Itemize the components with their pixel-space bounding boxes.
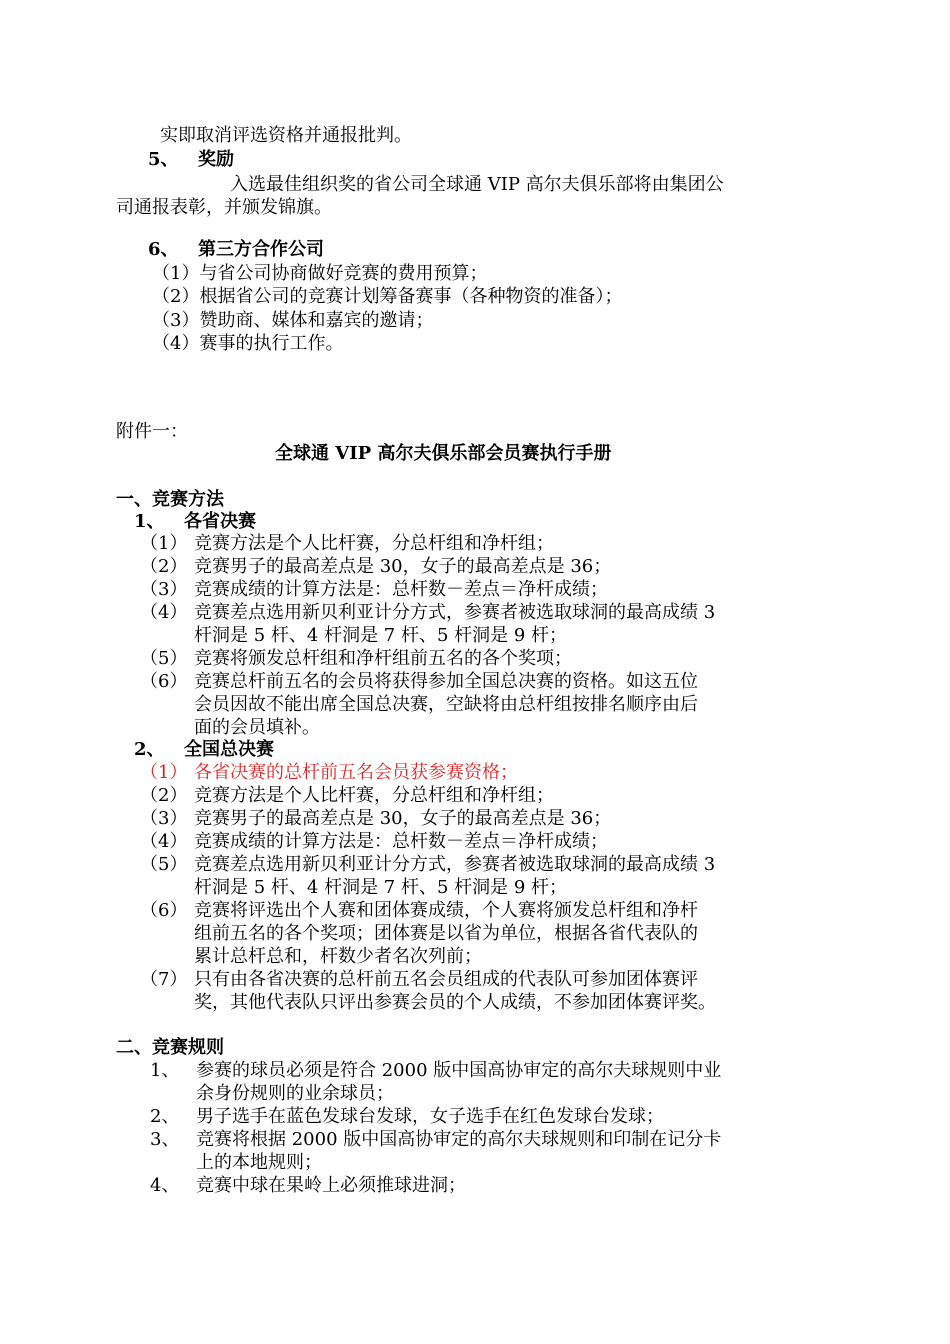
subsection-1-title: 各省决赛 [184, 511, 256, 532]
list-item-number: （5） [140, 648, 188, 669]
list-item-text: 只有由各省决赛的总杆前五名会员组成的代表队可参加团体赛评 [194, 969, 698, 990]
section-6-item: （4）赛事的执行工作。 [152, 333, 344, 354]
rule-item-text: 竞赛中球在果岭上必须推球进洞； [196, 1175, 466, 1196]
list-item-text: 竞赛男子的最高差点是 30，女子的最高差点是 36； [194, 556, 612, 577]
list-item-text: 竞赛男子的最高差点是 30，女子的最高差点是 36； [194, 808, 612, 829]
list-item-text: 奖，其他代表队只评出参赛会员的个人成绩，不参加团体赛评奖。 [194, 992, 716, 1013]
list-item-text: 累计总杆总和，杆数少者名次列前； [194, 946, 482, 967]
section-5-body-line: 入选最佳组织奖的省公司全球通 VIP 高尔夫俱乐部将由集团公 [230, 174, 724, 195]
section-6-item: （2）根据省公司的竞赛计划筹备赛事（各种物资的准备）； [152, 286, 623, 307]
list-item-text: 竞赛差点选用新贝利亚计分方式，参赛者被选取球洞的最高成绩 3 [194, 602, 716, 623]
list-item-number: （6） [140, 671, 188, 692]
list-item-text: 竞赛成绩的计算方法是：总杆数－差点＝净杆成绩； [194, 831, 608, 852]
rule-item-text: 余身份规则的业余球员； [196, 1083, 394, 1104]
list-item-number: （6） [140, 900, 188, 921]
section-5-title: 奖励 [198, 149, 234, 170]
list-item-text: 竞赛成绩的计算方法是：总杆数－差点＝净杆成绩； [194, 579, 608, 600]
list-item-number: （1） [140, 762, 188, 783]
section-5-body-line: 司通报表彰，并颁发锦旗。 [116, 197, 332, 218]
list-item-text: 竞赛将评选出个人赛和团体赛成绩，个人赛将颁发总杆组和净杆 [194, 900, 698, 921]
list-item-text: 组前五名的各个奖项；团体赛是以省为单位，根据各省代表队的 [194, 923, 698, 944]
list-item-text: 竞赛差点选用新贝利亚计分方式，参赛者被选取球洞的最高成绩 3 [194, 854, 716, 875]
list-item-text: 竞赛方法是个人比杆赛，分总杆组和净杆组； [194, 785, 554, 806]
list-item-number: （5） [140, 854, 188, 875]
annex-title: 全球通 VIP 高尔夫俱乐部会员赛执行手册 [275, 443, 612, 464]
list-item-text: 会员因故不能出席全国总决赛，空缺将由总杆组按排名顺序由后 [194, 694, 698, 715]
list-item-number: （7） [140, 969, 188, 990]
list-item-text: 竞赛将颁发总杆组和净杆组前五名的各个奖项； [194, 648, 572, 669]
list-item-number: （2） [140, 556, 188, 577]
subsection-2-title: 全国总决赛 [184, 739, 274, 760]
rule-item-number: 1、 [150, 1060, 180, 1081]
rule-item-text: 上的本地规则； [196, 1152, 322, 1173]
subsection-1-number: 1、 [134, 511, 165, 532]
list-item-number: （4） [140, 602, 188, 623]
list-item-number: （1） [140, 533, 188, 554]
list-item-number: （3） [140, 808, 188, 829]
list-item-text: 面的会员填补。 [194, 717, 320, 738]
section-6-title: 第三方合作公司 [198, 239, 324, 260]
section-5-number: 5、 [148, 149, 179, 170]
list-item-text: 竞赛总杆前五名的会员将获得参加全国总决赛的资格。如这五位 [194, 671, 698, 692]
rule-item-number: 3、 [150, 1129, 180, 1150]
list-item-text: 杆洞是 5 杆、4 杆洞是 7 杆、5 杆洞是 9 杆； [194, 625, 568, 646]
section-6-item: （3）赞助商、媒体和嘉宾的邀请； [152, 310, 434, 331]
list-item-number: （2） [140, 785, 188, 806]
section-6-number: 6、 [148, 239, 179, 260]
continuation-line: 实即取消评选资格并通报批判。 [160, 125, 412, 146]
section-6-item: （1）与省公司协商做好竞赛的费用预算； [152, 263, 488, 284]
rule-item-text: 竞赛将根据 2000 版中国高协审定的高尔夫球规则和印制在记分卡 [196, 1129, 722, 1150]
list-item-text: 杆洞是 5 杆、4 杆洞是 7 杆、5 杆洞是 9 杆； [194, 877, 568, 898]
subsection-2-number: 2、 [134, 739, 165, 760]
rule-item-number: 2、 [150, 1106, 180, 1127]
list-item-text: 竞赛方法是个人比杆赛，分总杆组和净杆组； [194, 533, 554, 554]
list-item-number: （4） [140, 831, 188, 852]
list-item-number: （3） [140, 579, 188, 600]
rule-item-number: 4、 [150, 1175, 180, 1196]
part-1-heading: 一、竞赛方法 [116, 489, 224, 510]
list-item-text-highlighted: 各省决赛的总杆前五名会员获参赛资格； [194, 762, 518, 783]
annex-label: 附件一： [116, 421, 188, 442]
rule-item-text: 参赛的球员必须是符合 2000 版中国高协审定的高尔夫球规则中业 [196, 1060, 722, 1081]
part-2-heading: 二、竞赛规则 [116, 1037, 224, 1058]
rule-item-text: 男子选手在蓝色发球台发球，女子选手在红色发球台发球； [196, 1106, 664, 1127]
